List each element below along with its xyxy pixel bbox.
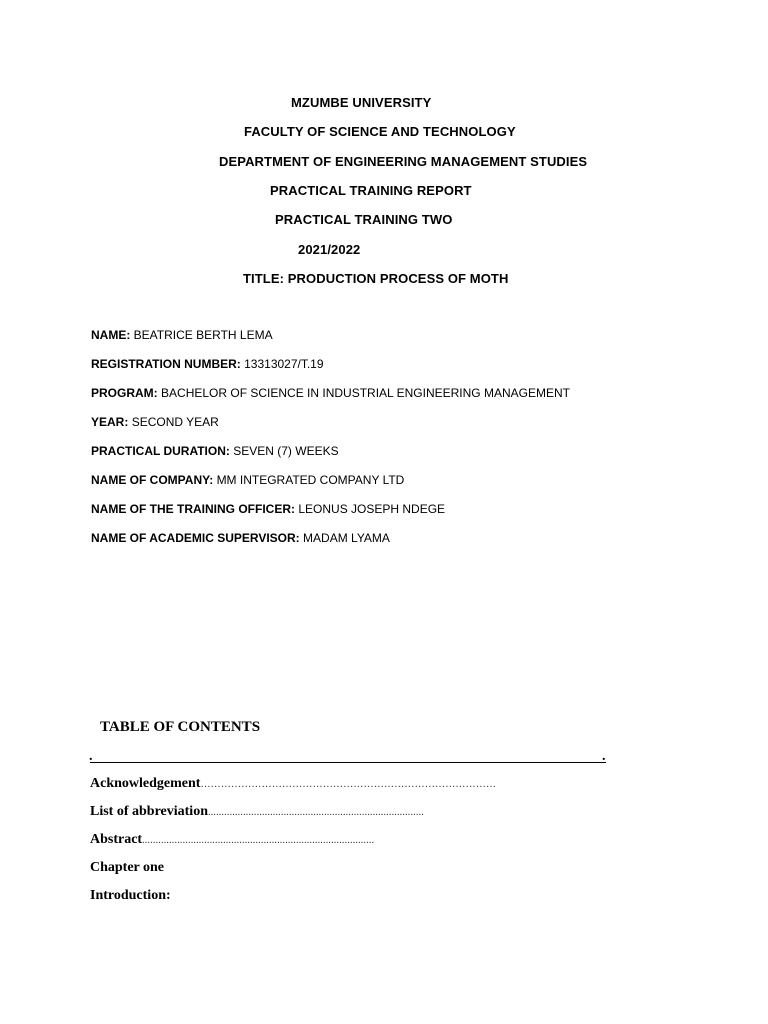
toc-item-text: Chapter one [90, 860, 165, 875]
faculty-name: FACULTY OF SCIENCE AND TECHNOLOGY [244, 124, 516, 139]
detail-company [91, 473, 404, 487]
toc-item-leader: ................................................................................ [207, 807, 424, 818]
report-type: PRACTICAL TRAINING REPORT [270, 183, 472, 198]
detail-value: 13313027/T.19 [244, 357, 324, 371]
detail-value: MADAM LYAMA [303, 531, 390, 545]
report-title: TITLE: PRODUCTION PROCESS OF MOTH [243, 271, 509, 286]
toc-item-abstract[interactable] [90, 832, 462, 848]
toc-rule-start-dot: . [89, 749, 93, 764]
toc-item-leader: ...................................................................................... [142, 835, 375, 846]
department-name: DEPARTMENT OF ENGINEERING MANAGEMENT STUDIES [219, 154, 588, 169]
toc-item-introduction[interactable] [90, 888, 390, 904]
toc-item-acknowledgement[interactable] [90, 776, 635, 792]
detail-label: NAME OF COMPANY: [91, 473, 214, 487]
detail-value: SECOND YEAR [131, 415, 219, 429]
academic-year: 2021/2022 [298, 242, 361, 257]
detail-label: PRACTICAL DURATION: [91, 444, 230, 458]
toc-heading: TABLE OF CONTENTS [100, 719, 261, 735]
training-number: PRACTICAL TRAINING TWO [275, 212, 453, 227]
detail-label: REGISTRATION NUMBER: [91, 357, 241, 371]
detail-practical-duration [91, 444, 339, 458]
detail-value: MM INTEGRATED COMPANY LTD [216, 473, 405, 487]
detail-value: LEONUS JOSEPH NDEGE [298, 502, 446, 516]
detail-label: NAME OF ACADEMIC SUPERVISOR: [91, 531, 300, 545]
toc-item-text: List of abbreviation [90, 804, 208, 819]
detail-value: BACHELOR OF SCIENCE IN INDUSTRIAL ENGINEERING MANAGEMENT [161, 386, 570, 400]
detail-label: NAME: [91, 328, 131, 342]
toc-item-list-of-abbreviation[interactable] [90, 804, 470, 820]
detail-name [91, 328, 273, 342]
detail-value: SEVEN (7) WEEKS [233, 444, 339, 458]
detail-label: NAME OF THE TRAINING OFFICER: [91, 502, 295, 516]
toc-item-text: Introduction: [90, 888, 171, 903]
detail-label: PROGRAM: [91, 386, 158, 400]
toc-rule-end-dot: . [602, 749, 606, 764]
toc-item-text: Abstract [90, 832, 143, 847]
detail-label: YEAR: [91, 415, 129, 429]
toc-item-text: Acknowledgement [90, 776, 201, 791]
detail-academic-supervisor [91, 531, 390, 545]
detail-training-officer [91, 502, 445, 516]
toc-item-leader: …………………………………………………………………………… [200, 779, 497, 790]
toc-divider [90, 762, 606, 763]
detail-program [91, 386, 570, 400]
detail-value: BEATRICE BERTH LEMA [133, 328, 273, 342]
university-name: MZUMBE UNIVERSITY [291, 95, 432, 110]
detail-year [91, 415, 219, 429]
toc-item-chapter-one[interactable] [90, 860, 390, 876]
detail-registration-number [91, 357, 324, 371]
